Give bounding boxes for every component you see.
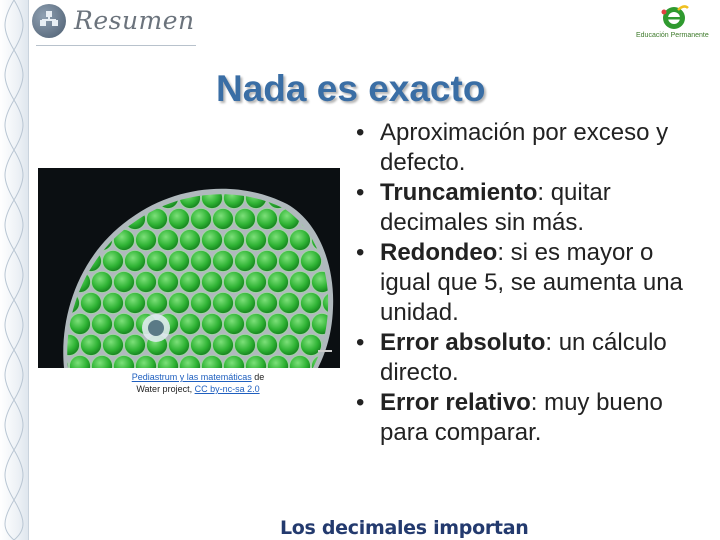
bullet-term: Error absoluto <box>380 329 546 356</box>
list-item <box>354 238 704 328</box>
image-credit <box>98 371 298 395</box>
bullet-text: : un cálculo directo. <box>380 329 667 386</box>
pediastrum-alga-photo <box>38 168 340 368</box>
bullet-icon: • <box>356 119 365 146</box>
bullet-term: Truncamiento <box>380 179 538 206</box>
bullet-list <box>354 118 704 448</box>
list-item <box>354 388 704 448</box>
slide-title: Nada es exacto <box>216 68 486 109</box>
credit-author: Water project, <box>136 384 195 394</box>
edu-logo-text: Educación Permanente <box>636 32 709 39</box>
resumen-logo-icon <box>32 4 66 38</box>
credit-link[interactable]: Pediastrum y las matemáticas <box>131 372 252 382</box>
list-item <box>354 178 704 238</box>
educacion-permanente-logo-icon <box>634 4 716 46</box>
bullet-icon: • <box>356 239 365 266</box>
footer-title: Los decimales importan <box>280 517 529 539</box>
brand-title: Resumen <box>74 6 195 35</box>
bullet-term: Error relativo <box>380 389 531 416</box>
bullet-text: : muy bueno para comparar. <box>380 389 663 446</box>
bullet-icon: • <box>356 329 365 356</box>
bullet-text: Aproximación por exceso y defecto. <box>380 119 669 176</box>
license-link[interactable]: CC by-nc-sa 2.0 <box>194 384 260 394</box>
border-pattern-icon <box>0 0 28 540</box>
credit-middle: de <box>251 372 265 382</box>
list-item <box>354 118 704 178</box>
header-divider <box>36 45 196 46</box>
bullet-text: : si es mayor o igual que 5, se aumenta una unidad. <box>380 239 683 326</box>
bullet-text: : quitar decimales sin más. <box>380 179 611 236</box>
decorative-left-border <box>0 0 29 540</box>
bullet-icon: • <box>356 389 365 416</box>
bullet-icon: • <box>356 179 365 206</box>
list-item <box>354 328 704 388</box>
bullet-term: Redondeo <box>380 239 498 266</box>
